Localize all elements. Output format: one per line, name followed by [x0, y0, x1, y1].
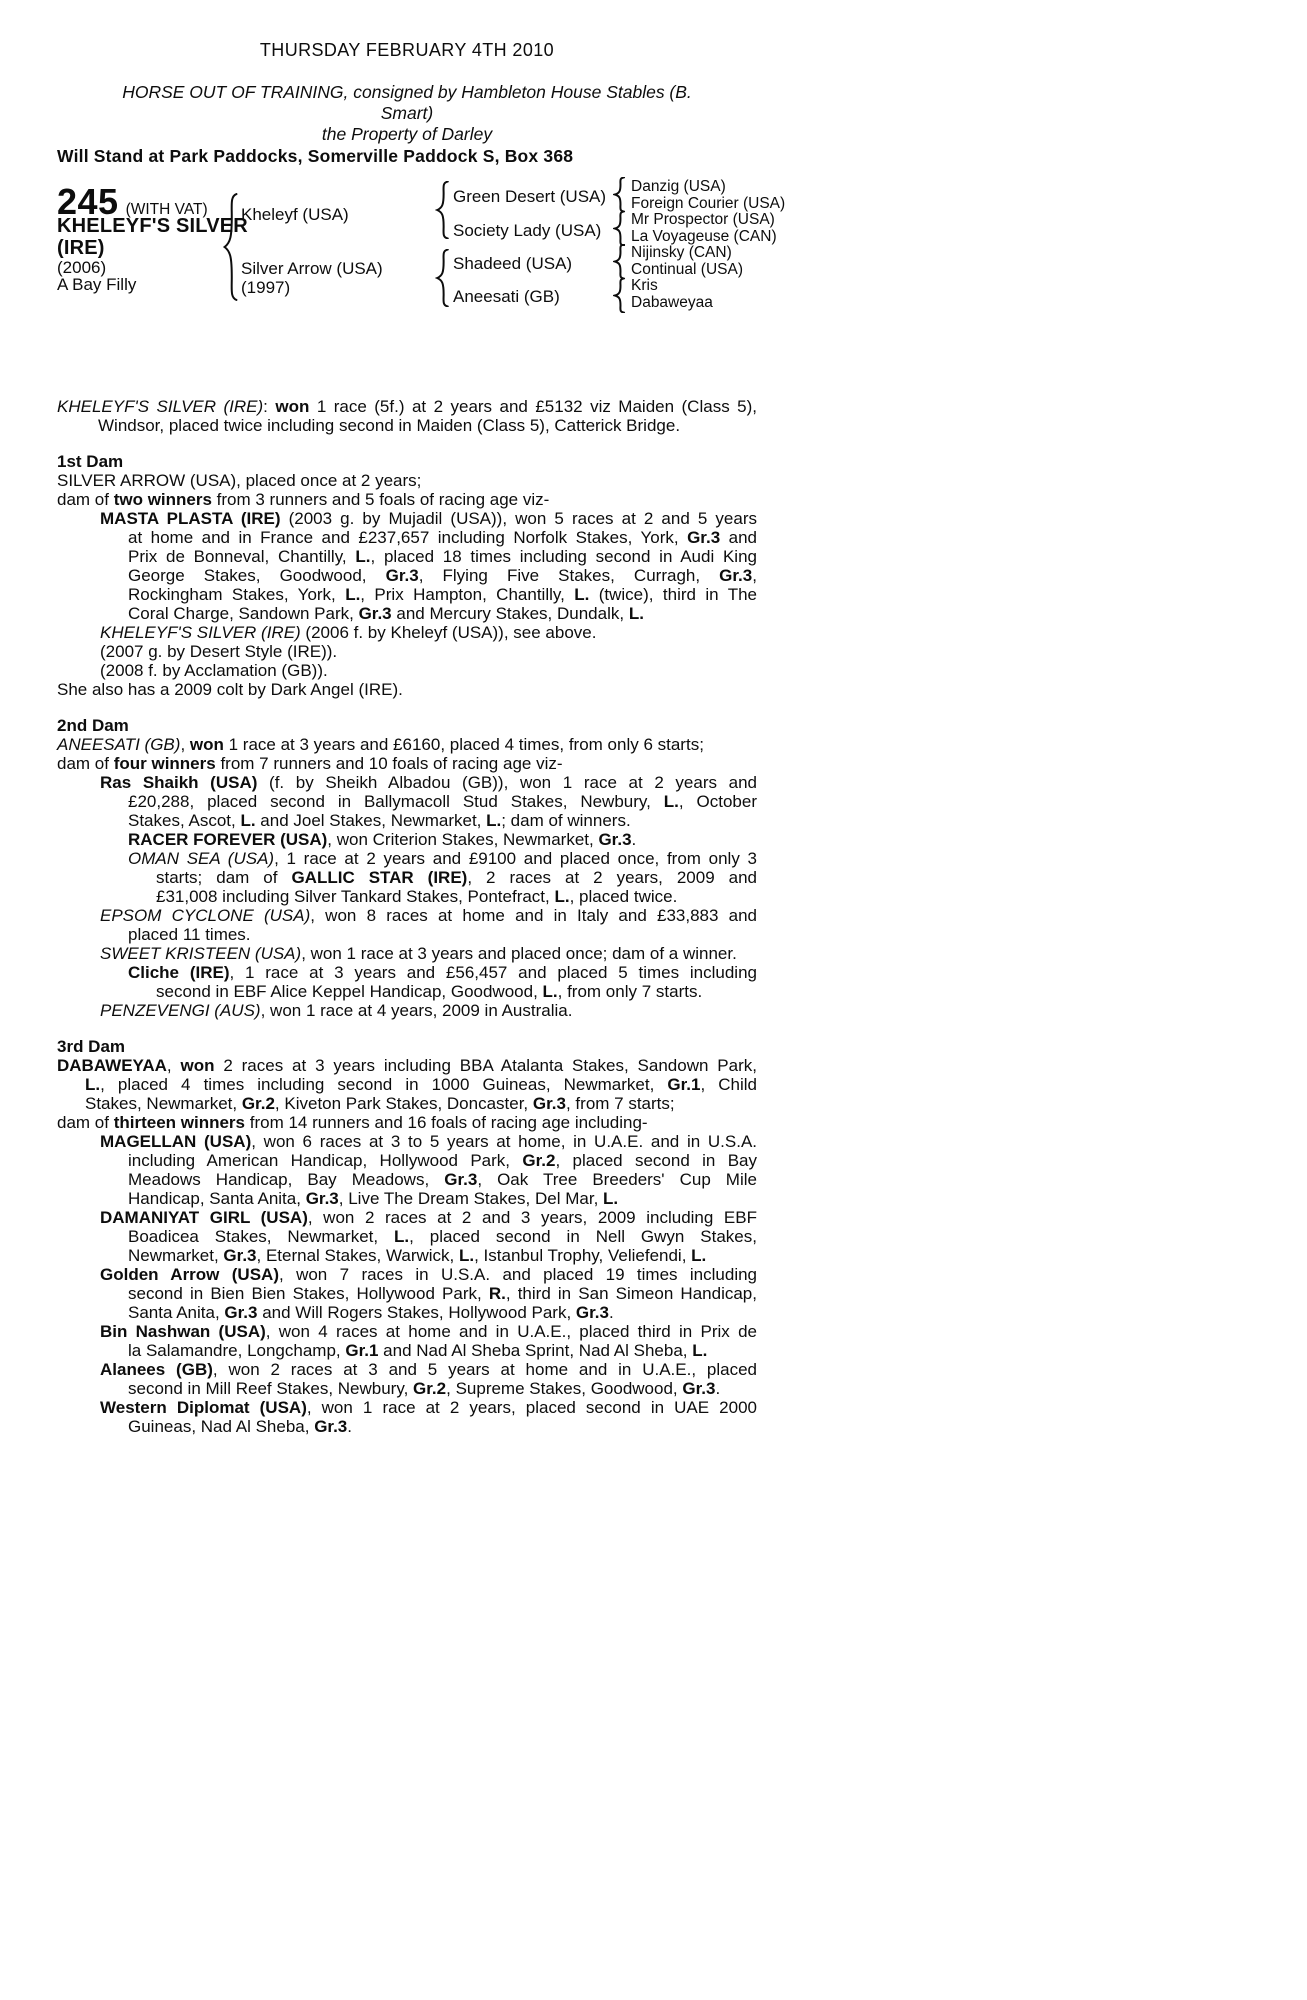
text-line: (2008 f. by Acclamation (GB)). — [100, 661, 328, 680]
text-line: Rockingham Stakes, York, L., Prix Hampton, Chantilly, L. (twice), third in The — [128, 585, 757, 604]
pedigree-paragraph — [57, 906, 757, 944]
pedigree-table — [57, 178, 786, 319]
dam-year: (1997) — [241, 278, 291, 297]
text-line: placed 11 times. — [128, 925, 251, 944]
text-line: £31,008 including Silver Tankard Stakes, Pontefract, L., placed twice. — [156, 887, 678, 906]
catalog-text — [57, 397, 757, 1436]
pedigree-brace-dam-parents — [435, 249, 450, 307]
pedigree-brace-ggparents — [613, 177, 626, 212]
text-line: OMAN SEA (USA), 1 race at 2 years and £9100 and placed once, from only 3 — [128, 849, 757, 868]
text-line: SWEET KRISTEEN (USA), won 1 race at 3 years and placed once; dam of a winner. — [100, 944, 737, 963]
text-line: Handicap, Santa Anita, Gr.3, Live The Dream Stakes, Del Mar, L. — [128, 1189, 619, 1208]
text-line: George Stakes, Goodwood, Gr.3, Flying Five Stakes, Curragh, Gr.3, — [128, 566, 757, 585]
text-line: (2007 g. by Desert Style (IRE)). — [100, 642, 338, 661]
pedigree-paragraph — [57, 1398, 757, 1436]
foaling-year: (2006) — [57, 258, 107, 277]
consignor-line: HORSE OUT OF TRAINING, consigned by Hambleton House Stables (B. — [122, 82, 692, 102]
text-line: Bin Nashwan (USA), won 4 races at home and in U.A.E., placed third in Prix de — [100, 1322, 757, 1341]
pedigree-paragraph — [57, 1265, 757, 1322]
text-line: Cliche (IRE), 1 race at 3 years and £56,457 and placed 5 times including — [128, 963, 757, 982]
pedigree-paragraph — [57, 623, 757, 642]
text-line: Guineas, Nad Al Sheba, Gr.3. — [128, 1417, 353, 1436]
pedigree-paragraph — [57, 963, 757, 1001]
text-line: Meadows Handicap, Bay Meadows, Gr.3, Oak Tree Breeders' Cup Mile — [128, 1170, 757, 1189]
lot-number: 245 — [57, 181, 119, 222]
text-line: MASTA PLASTA (IRE) (2003 g. by Mujadil (USA)), won 5 races at 2 and 5 years — [100, 509, 758, 528]
text-line: Coral Charge, Sandown Park, Gr.3 and Mercury Stakes, Dundalk, L. — [128, 604, 644, 623]
text-line: DABAWEYAA, won 2 races at 3 years including BBA Atalanta Stakes, Sandown Park, — [57, 1056, 757, 1075]
pedigree-paragraph — [57, 471, 757, 490]
pedigree-paragraph — [57, 1322, 757, 1360]
text-line: Stakes, Ascot, L. and Joel Stakes, Newmarket, L.; dam of winners. — [128, 811, 631, 830]
great-grandparent-name: Danzig (USA) — [631, 178, 726, 195]
dam-name: Silver Arrow (USA) — [241, 259, 383, 278]
text-line: starts; dam of GALLIC STAR (IRE), 2 races at 2 years, 2009 and — [156, 868, 757, 887]
pedigree-brace-sire-parents — [435, 181, 450, 239]
pedigree-paragraph — [57, 735, 757, 754]
pedigree-paragraph — [57, 849, 757, 906]
text-line: Alanees (GB), won 2 races at 3 and 5 years at home and in U.A.E., placed — [100, 1360, 758, 1379]
sale-date-header: THURSDAY FEBRUARY 4TH 2010 — [259, 40, 555, 60]
great-grandparent-name: Nijinsky (CAN) — [631, 244, 732, 261]
vat-note: (WITH VAT) — [125, 201, 208, 218]
pedigree-paragraph — [57, 509, 757, 623]
text-line: KHELEYF'S SILVER (IRE) (2006 f. by Kheleyf (USA)), see above. — [100, 623, 597, 642]
text-line: including American Handicap, Hollywood Park, Gr.2, placed second in Bay — [128, 1151, 757, 1170]
text-line: Stakes, Newmarket, Gr.2, Kiveton Park Stakes, Doncaster, Gr.3, from 7 starts; — [85, 1094, 675, 1113]
text-line: DAMANIYAT GIRL (USA), won 2 races at 2 and 3 years, 2009 including EBF — [100, 1208, 757, 1227]
text-line: SILVER ARROW (USA), placed once at 2 years; — [57, 471, 422, 490]
text-line: second in Mill Reef Stakes, Newbury, Gr.2, Supreme Stakes, Goodwood, Gr.3. — [128, 1379, 721, 1398]
text-line: at home and in France and £237,657 including Norfolk Stakes, York, Gr.3 and — [128, 528, 758, 547]
text-line: Boadicea Stakes, Newmarket, L., placed second in Nell Gwyn Stakes, — [128, 1227, 757, 1246]
pedigree-paragraph — [57, 642, 757, 661]
text-line: KHELEYF'S SILVER (IRE): won 1 race (5f.) at 2 years and £5132 viz Maiden (Class 5), — [57, 397, 757, 416]
pedigree-paragraph — [57, 661, 757, 680]
grandparent-name: Aneesati (GB) — [453, 287, 560, 306]
pedigree-paragraph — [57, 944, 757, 963]
grandparent-name: Society Lady (USA) — [453, 221, 602, 240]
text-line: la Salamandre, Longchamp, Gr.1 and Nad Al Sheba Sprint, Nad Al Sheba, L. — [128, 1341, 708, 1360]
dam-block — [241, 259, 383, 297]
section-heading: 1st Dam — [57, 452, 124, 471]
text-line: MAGELLAN (USA), won 6 races at 3 to 5 years at home, in U.A.E. and in U.S.A. — [100, 1132, 758, 1151]
property-line: the Property of Darley — [321, 124, 493, 144]
text-line: Ras Shaikh (USA) (f. by Sheikh Albadou (GB)), won 1 race at 2 years and — [100, 773, 757, 792]
pedigree-paragraph — [57, 1360, 757, 1398]
pedigree-paragraph — [57, 754, 757, 773]
text-line: second in EBF Alice Keppel Handicap, Goodwood, L., from only 7 starts. — [156, 982, 703, 1001]
pedigree-brace-ggparents — [613, 278, 626, 313]
great-grandparent-name: Foreign Courier (USA) — [631, 195, 786, 212]
text-line: Newmarket, Gr.3, Eternal Stakes, Warwick, L., Istanbul Trophy, Veliefendi, L. — [128, 1246, 707, 1265]
text-line: Western Diplomat (USA), won 1 race at 2 years, placed second in UAE 2000 — [100, 1398, 757, 1417]
pedigree-paragraph — [57, 830, 757, 849]
text-line: Golden Arrow (USA), won 7 races in U.S.A. and placed 19 times including — [100, 1265, 757, 1284]
text-line: dam of two winners from 3 runners and 5 foals of racing age viz- — [57, 490, 550, 509]
great-grandparent-name: Dabaweyaa — [631, 294, 713, 311]
text-line: Santa Anita, Gr.3 and Will Rogers Stakes, Hollywood Park, Gr.3. — [128, 1303, 614, 1322]
pedigree-brace-generation1 — [222, 193, 239, 301]
pedigree-paragraph — [57, 1208, 757, 1265]
text-line: Prix de Bonneval, Chantilly, L., placed 18 times including second in Audi King — [128, 547, 757, 566]
great-grandparent-name: La Voyageuse (CAN) — [631, 228, 777, 245]
pedigree-paragraph — [57, 397, 757, 435]
horse-name-suffix: (IRE) — [57, 237, 105, 259]
pedigree-paragraph — [57, 1113, 757, 1132]
great-grandparent-name: Continual (USA) — [631, 261, 743, 278]
pedigree-paragraph — [57, 773, 757, 830]
text-line: dam of four winners from 7 runners and 10 foals of racing age viz- — [57, 754, 563, 773]
consignor-line: Smart) — [380, 103, 434, 123]
pedigree-paragraph — [57, 680, 757, 699]
text-line: PENZEVENGI (AUS), won 1 race at 4 years, 2009 in Australia. — [100, 1001, 573, 1020]
grandparent-name: Shadeed (USA) — [453, 254, 573, 273]
pedigree-brace-ggparents — [613, 211, 626, 246]
colour-sex-description: A Bay Filly — [57, 275, 137, 294]
pedigree-paragraph — [57, 1056, 757, 1113]
sire-name: Kheleyf (USA) — [241, 205, 349, 224]
text-line: She also has a 2009 colt by Dark Angel (IRE). — [57, 680, 403, 699]
section-heading: 2nd Dam — [57, 716, 129, 735]
text-line: L., placed 4 times including second in 1000 Guineas, Newmarket, Gr.1, Child — [85, 1075, 757, 1094]
consignor-block — [57, 82, 757, 145]
section-heading: 3rd Dam — [57, 1037, 126, 1056]
pedigree-paragraph — [57, 490, 757, 509]
pedigree-paragraph — [57, 1132, 757, 1208]
stand-location: Will Stand at Park Paddocks, Somerville Paddock S, Box 368 — [57, 146, 574, 166]
great-grandparent-name: Kris — [631, 277, 658, 294]
text-line: RACER FOREVER (USA), won Criterion Stakes, Newmarket, Gr.3. — [128, 830, 637, 849]
text-line: second in Bien Bien Stakes, Hollywood Park, R., third in San Simeon Handicap, — [128, 1284, 757, 1303]
text-line: EPSOM CYCLONE (USA), won 8 races at home and in Italy and £33,883 and — [100, 906, 758, 925]
grandparent-name: Green Desert (USA) — [453, 187, 607, 206]
lot-entry — [57, 40, 786, 1436]
text-line: dam of thirteen winners from 14 runners and 16 foals of racing age including- — [57, 1113, 648, 1132]
pedigree-brace-ggparents — [613, 244, 626, 279]
pedigree-paragraph — [57, 1001, 757, 1020]
text-line: Windsor, placed twice including second in Maiden (Class 5), Catterick Bridge. — [98, 416, 681, 435]
text-line: £20,288, placed second in Ballymacoll Stud Stakes, Newbury, L., October — [128, 792, 757, 811]
great-grandparent-name: Mr Prospector (USA) — [631, 211, 775, 228]
text-line: ANEESATI (GB), won 1 race at 3 years and £6160, placed 4 times, from only 6 starts; — [57, 735, 704, 754]
horse-name: KHELEYF'S SILVER — [57, 215, 248, 237]
